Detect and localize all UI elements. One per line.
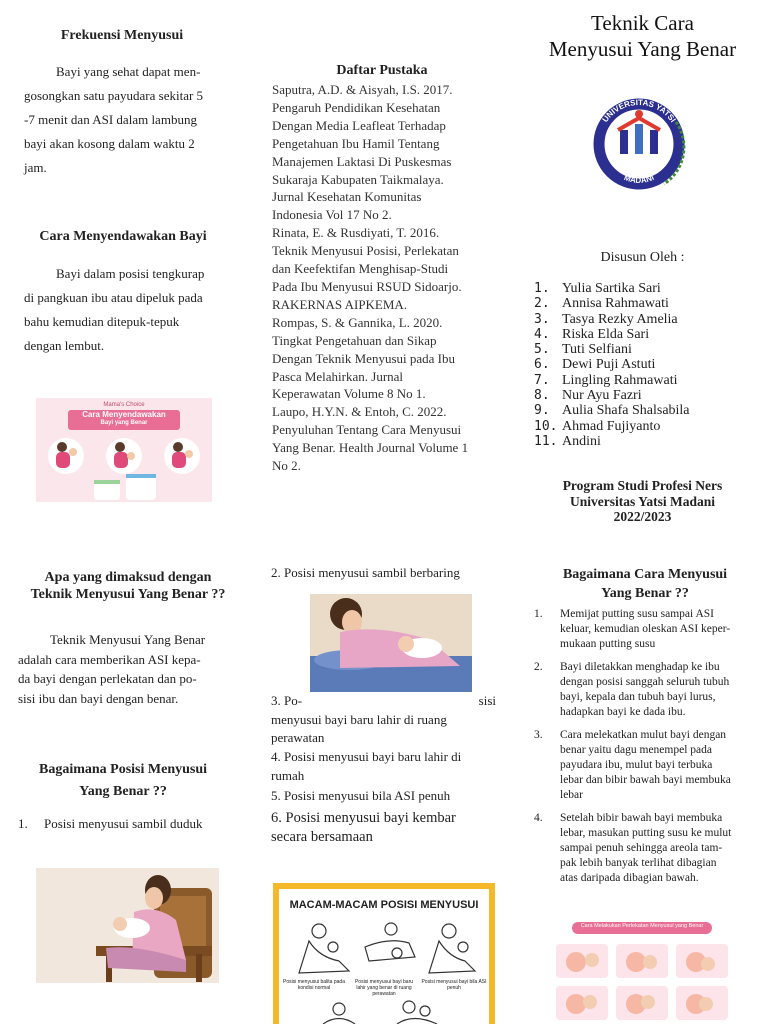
item-number: 1. — [18, 816, 28, 831]
item-text: sisi — [478, 693, 496, 708]
text-line: Teknik Menyusui Yang Benar — [50, 632, 206, 647]
step-line: Memijat putting susu sampai ASI — [560, 608, 714, 620]
reference-line: Teknik Menyusui Posisi, Perlekatan — [272, 243, 459, 259]
step-text — [560, 607, 730, 652]
positions-sketch-bottom-icon — [279, 995, 489, 1024]
reference-line: Pada Ibu Menyusui RSUD Sidoarjo. — [272, 278, 462, 294]
reference-line: Indonesia Vol 17 No 2. — [272, 207, 392, 223]
step-line: lebar dan bibir bawah bayi membuka — [560, 774, 731, 786]
step-item — [534, 811, 758, 886]
reference-line: Keperawatan Volume 8 No 1. — [272, 386, 426, 402]
posisi-item-2: 2. Posisi menyusui sambil berbaring — [271, 565, 460, 580]
reference-line: Penyuluhan Tentang Cara Menyusui — [272, 422, 462, 438]
item-line: 6. Posisi menyusui bayi kembar — [271, 810, 456, 826]
step-item — [534, 607, 758, 652]
sendawa-heading: Cara Menyendawakan Bayi — [39, 229, 207, 244]
heading-line: Yang Benar ?? — [79, 784, 167, 799]
text-line: sisi ibu dan bayi dengan benar. — [18, 690, 179, 706]
text-line: Bayi dalam posisi tengkurap — [56, 266, 205, 281]
text-line: gosongkan satu payudara sekitar 5 — [24, 88, 204, 103]
step-line: benar yaitu dagu menempel pada — [560, 744, 712, 756]
university-logo — [586, 88, 692, 194]
program-line: 2022/2023 — [613, 509, 672, 524]
step-line: mukaan putting susu — [560, 638, 656, 650]
step-line: atas daripada dibagian bawah. — [560, 872, 699, 884]
item-text: 3. Po- — [271, 693, 303, 708]
step-line: sampai penuh sehingga areola tam- — [560, 842, 723, 854]
posisi-item-5: 5. Posisi menyusui bila ASI penuh — [271, 788, 451, 803]
step-text — [560, 660, 729, 720]
step-line: dengan posisi sanggah seluruh tubuh — [560, 676, 730, 688]
lying-mother-icon — [310, 594, 472, 692]
author-item: 7. Lingling Rahmawati — [534, 372, 678, 388]
title-line: Teknik Cara — [591, 11, 694, 35]
poster-caption-2: Posisi menyusui bayi baru lahir yang benar di ruang perawatan — [354, 979, 414, 997]
image-subtitle: Bayi yang Benar — [100, 420, 148, 426]
heading-line: Bagaimana Posisi Menyusui — [38, 762, 208, 777]
text-line: Bayi yang sehat dapat men- — [56, 64, 201, 79]
heading-line: Apa yang dimaksud dengan — [44, 570, 212, 585]
author-name: Dewi Puji Astuti — [562, 357, 656, 373]
logo-text-bottom: MADANI — [622, 172, 656, 186]
frekuensi-heading: Frekuensi Menyusui — [60, 28, 184, 43]
posisi-item-1 — [18, 816, 248, 832]
author-name: Nur Ayu Fazri — [562, 388, 642, 404]
latch-steps-icon — [552, 940, 732, 1024]
step-item — [534, 728, 758, 803]
step-line: Bayi diletakkan menghadap ke ibu — [560, 661, 720, 673]
step-line: hadapkan bayi ke dada ibu. — [560, 706, 686, 718]
program-line: Program Studi Profesi Ners — [562, 478, 723, 493]
item-line: rumah — [271, 767, 305, 783]
heading-line: Yang Benar ?? — [601, 586, 689, 601]
reference-line: Rinata, E. & Rusdiyati, T. 2016. — [272, 225, 440, 241]
item-line: secara bersamaan — [271, 829, 373, 845]
reference-line: Dengan Teknik Menyusui pada Ibu — [272, 350, 455, 366]
authors-label: Disusun Oleh : — [600, 250, 685, 265]
cover-title — [520, 10, 765, 62]
step-line: Setelah bibir bawah bayi membuka — [560, 812, 723, 824]
author-name: Tuti Selfiani — [562, 342, 632, 358]
item-line — [271, 692, 496, 711]
text-line: bayi akan kosong dalam waktu 2 — [24, 136, 195, 151]
item-text: Posisi menyusui sambil duduk — [44, 816, 203, 831]
step-number: 2. — [534, 661, 543, 673]
image-caption: Cara Melakukan Perlekatan Menyusui yang Benar — [580, 923, 704, 929]
author-item: 6. Dewi Puji Astuti — [534, 357, 656, 373]
text-line: -7 menit dan ASI dalam lambung — [24, 112, 197, 127]
step-line: payudara ibu, mulut bayi terbuka — [560, 759, 713, 771]
poster-title: MACAM-MACAM POSISI MENYUSUI — [289, 899, 479, 911]
cara-heading — [530, 565, 760, 603]
program-info — [520, 478, 765, 525]
reference-line: Saputra, A.D. & Aisyah, I.S. 2017. — [272, 82, 453, 97]
reference-line: Pengaruh Pendidikan Kesehatan — [272, 99, 441, 115]
item-line: perawatan — [271, 730, 325, 745]
reference-line: Yang Benar. Health Journal Volume 1 — [272, 440, 469, 456]
image-brand: Mama's Choice — [103, 402, 145, 408]
step-text — [560, 811, 731, 886]
author-name: Aulia Shafa Shalsabila — [562, 403, 690, 419]
author-item: 10. Ahmad Fujiyanto — [534, 418, 661, 434]
reference-list — [272, 81, 502, 475]
frekuensi-text — [24, 60, 234, 180]
sitting-mother-icon — [36, 868, 219, 983]
author-name: Andini — [562, 433, 601, 449]
author-name: Riska Elda Sari — [562, 326, 650, 342]
daftar-pustaka-heading: Daftar Pustaka — [336, 63, 428, 78]
text-line: adalah cara memberikan ASI kepa- — [18, 651, 201, 667]
latch-steps-image — [552, 918, 732, 1024]
step-line: lebar — [560, 789, 583, 801]
program-line: Universitas Yatsi Madani — [569, 493, 715, 509]
posisi-item-6 — [271, 809, 511, 847]
posisi-heading — [8, 759, 238, 803]
reference-line: Jurnal Kesehatan Komunitas — [272, 189, 422, 205]
reference-line: RAKERNAS AIPKEMA. — [272, 296, 408, 312]
step-item — [534, 660, 758, 720]
author-name: Yulia Sartika Sari — [562, 281, 661, 296]
image-title: Cara Menyendawakan — [82, 410, 166, 419]
text-line: bahu kemudian ditepuk-tepuk — [24, 314, 180, 329]
author-item: 4. Riska Elda Sari — [534, 326, 650, 342]
reference-line: Dengan Media Leafleat Terhadap — [272, 117, 446, 133]
posisi-item-4 — [271, 748, 506, 785]
author-item: 5. Tuti Selfiani — [534, 342, 632, 358]
definisi-heading — [8, 569, 248, 603]
text-line: da bayi dengan perlekatan dan po- — [18, 671, 197, 686]
author-name: Ahmad Fujiyanto — [562, 418, 661, 434]
heading-line: Teknik Menyusui Yang Benar ?? — [30, 587, 226, 602]
step-number: 3. — [534, 729, 543, 741]
step-line: lebar, masukan putting susu ke mulut — [560, 827, 732, 839]
reference-line: Laupo, H.Y.N. & Entoh, C. 2022. — [272, 404, 447, 420]
step-number: 1. — [534, 608, 543, 620]
text-line: jam. — [24, 160, 47, 175]
step-list — [534, 607, 758, 886]
author-name: Tasya Rezky Amelia — [562, 311, 678, 327]
author-item: 9. Aulia Shafa Shalsabila — [534, 403, 690, 419]
poster-caption-1: Posisi menyusui balita pada kondisi normal — [283, 979, 345, 991]
step-line: pak lebih banyak terlihat dibagian — [560, 857, 717, 869]
step-number: 4. — [534, 812, 543, 824]
author-name: Lingling Rahmawati — [562, 372, 678, 388]
item-line: 4. Posisi menyusui bayi baru lahir di — [271, 749, 462, 764]
item-line: menyusui bayi baru lahir di ruang — [271, 711, 447, 727]
title-line: Menyusui Yang Benar — [548, 37, 737, 61]
sendawa-text — [24, 262, 234, 358]
heading-line: Bagaimana Cara Menyusui — [562, 567, 728, 582]
author-name: Annisa Rahmawati — [562, 296, 669, 312]
author-item: 1. Yulia Sartika Sari — [534, 281, 661, 296]
step-line: bayi, kepala dan tubuh bayi lurus, — [560, 691, 716, 703]
reference-line: Tingkat Pengetahuan dan Sikap — [272, 332, 437, 348]
positions-poster — [273, 883, 495, 1024]
reference-line: Pengetahuan Ibu Hamil Tentang — [272, 135, 440, 151]
text-line: di pangkuan ibu atau dipeluk pada — [24, 290, 203, 305]
reference-line: dan Keefektifan Menghisap-Studi — [272, 261, 449, 277]
reference-line: Rompas, S. & Gannika, L. 2020. — [272, 314, 443, 330]
reference-line: Sukaraja Kabupaten Taikmalaya. — [272, 171, 444, 187]
sitting-breastfeeding-image — [36, 868, 219, 983]
lying-breastfeeding-image — [310, 594, 472, 692]
sendawa-illustration — [36, 398, 212, 502]
author-item: 8. Nur Ayu Fazri — [534, 388, 642, 404]
reference-line: Manajemen Laktasi Di Puskesmas — [272, 153, 452, 169]
reference-line: No 2. — [272, 458, 301, 474]
poster-caption-3: Posisi menyusui bayi bila ASI penuh — [421, 979, 487, 991]
reference-line: Pasca Melahirkan. Jurnal — [272, 368, 404, 384]
step-line: Cara melekatkan mulut bayi dengan — [560, 729, 727, 741]
posisi-item-3 — [271, 692, 496, 748]
author-list — [534, 281, 764, 449]
step-line: keluar, kemudian oleskan ASI keper- — [560, 623, 731, 635]
definisi-text — [18, 630, 233, 708]
author-item: 11. Andini — [534, 433, 601, 449]
positions-sketch-icon — [279, 917, 489, 979]
author-item: 3. Tasya Rezky Amelia — [534, 311, 678, 327]
step-text — [560, 728, 731, 803]
logo-text-top: UNIVERSITAS YATSI — [600, 97, 678, 124]
burping-mothers-icon — [36, 430, 212, 502]
author-item: 2. Annisa Rahmawati — [534, 296, 669, 312]
text-line: dengan lembut. — [24, 338, 105, 353]
